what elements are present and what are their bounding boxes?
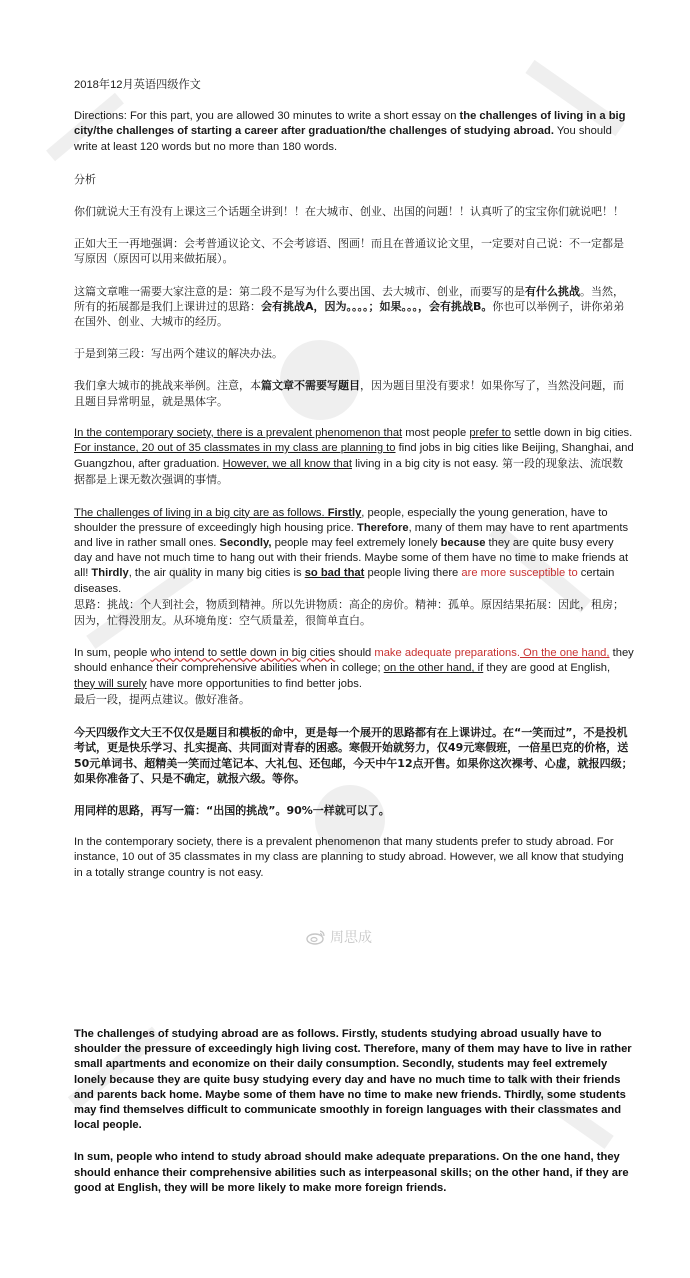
analysis-paragraph-4: 于是到第三段：写出两个建议的解决办法。 xyxy=(74,347,283,361)
analysis-label: 分析 xyxy=(74,172,96,186)
document-title: 2018年12月英语四级作文 xyxy=(74,79,201,91)
essay1-paragraph-3: In sum, people who intend to settle down in big cities should make adequate preparations. On the one hand, they should enhance their comprehensive abilities when in college; on the other hand, if they are good at English, they will surely have more opportunities to find better jobs. 最后一段，提两点建议。傲好准备。 xyxy=(74,647,634,706)
analysis-paragraph-2: 正如大王一再地强调：会考普通议论文、不会考谚语、图画！而且在普通议论文里，一定要对自己说：不一定都是写原因（原因可以用来做拓展）。 xyxy=(74,237,624,266)
essay2-paragraph-2: The challenges of studying abroad are as follows. Firstly, students studying abroad usually have to shoulder the pressure of exceedingly high living cost. Therefore, many of them may have to live in rather small apartments and economize on their daily consumption. Secondly, students may feel extremely lonely because they are quite busy studying every day and have no much time to talk with their friends and parents back home. Maybe some of them have no time to make new friends. Thirdly, some students may find themselves difficult to communicate smoothly in foreign languages with their classmates and local people. xyxy=(74,1028,632,1132)
essay1-paragraph-1: In the contemporary society, there is a prevalent phenomenon that most people prefer to settle down in big cities. For instance, 20 out of 35 classmates in my class are planning to find jobs in big cities like Beijing, Shanghai, and Guangzhou, after graduation. However, we all know that living in a big city is not easy. 第一段的现象法、流氓数据都是上课无数次强调的事情。 xyxy=(74,426,634,487)
analysis-paragraph-1: 你们就说大王有没有上课这三个话题全讲到！！在大城市、创业、出国的问题！！认真听了的宝宝你们就说吧！！ xyxy=(74,205,624,219)
directions-paragraph: Directions: For this part, you are allowed 30 minutes to write a short essay on the challenges of living in a big city/the challenges of starting a career after graduation/the challenges of studying abroad. You should write at least 120 words but no more than 180 words. xyxy=(74,110,626,153)
weibo-watermark xyxy=(306,927,372,947)
promo-paragraph-2: 用同样的思路，再写一篇：“出国的挑战”。90%一样就可以了。 xyxy=(74,803,390,817)
promo-paragraph: 今天四级作文大王不仅仅是题目和模板的命中，更是每一个展开的思路都有在上课讲过。在“一笑而过”，不是投机考试，更是快乐学习、扎实提高、共同面对青春的困惑。寒假开始就努力，仅49元寒假班，一倍星巴克的价格，送50元单词书、超精美一笑而过笔记本、大礼包、还包邮，今天中午12点开售。如果你这次裸考、心虚，就报四级；如果你准备了、只是不确定，就报六级。等你。 xyxy=(74,726,633,785)
weibo-handle: 周思成 xyxy=(330,929,372,945)
essay1-paragraph-2: The challenges of living in a big city are as follows. Firstly, people, especially the young generation, have to shoulder the pressure of exceedingly high housing price. Therefore, many of them may have to rent apartments and live in rather small ones. Secondly, people may feel extremely lonely because they are quite busy every day and have not much time to hang out with their friends. Maybe some of them have no time to make friends at all! Thirdly, the air quality in many big cities is so bad that people living there are more susceptible to certain diseases. 思路：挑战：个人到社会，物质到精神。所以先讲物质：高企的房价。精神：孤单。原因结果拓展：因此，租房；因为，忙得没朋友。从环境角度：空气质量差，很简单直白。 xyxy=(74,506,629,628)
analysis-paragraph-5: 我们拿大城市的挑战来举例。注意，本篇文章不需要写题目，因为题目里没有要求！如果你写了，当然没问题，而且题目异常明显，就是黑体字。 xyxy=(74,379,624,408)
weibo-icon xyxy=(306,929,326,945)
essay2-paragraph-1: In the contemporary society, there is a prevalent phenomenon that many students prefer to study abroad. For instance, 10 out of 35 classmates in my class are planning to study abroad. However, we all know that studying in a totally strange country is not easy. xyxy=(74,836,624,879)
analysis-paragraph-3: 这篇文章唯一需要大家注意的是：第二段不是写为什么要出国、去大城市、创业，而要写的是有什么挑战。当然，所有的拓展都是我们上课讲过的思路：会有挑战A，因为。。。。；如果。。。，会有挑战B。你也可以举例子，讲你弟弟在国外、创业、大城市的经历。 xyxy=(74,284,625,329)
essay2-paragraph-3: In sum, people who intend to study abroad should make adequate preparations. On the one hand, they should enhance their comprehensive abilities such as interpeasonal skills; on the other hand, if they are good at English, they will be more likely to make more foreign friends. xyxy=(74,1151,629,1194)
